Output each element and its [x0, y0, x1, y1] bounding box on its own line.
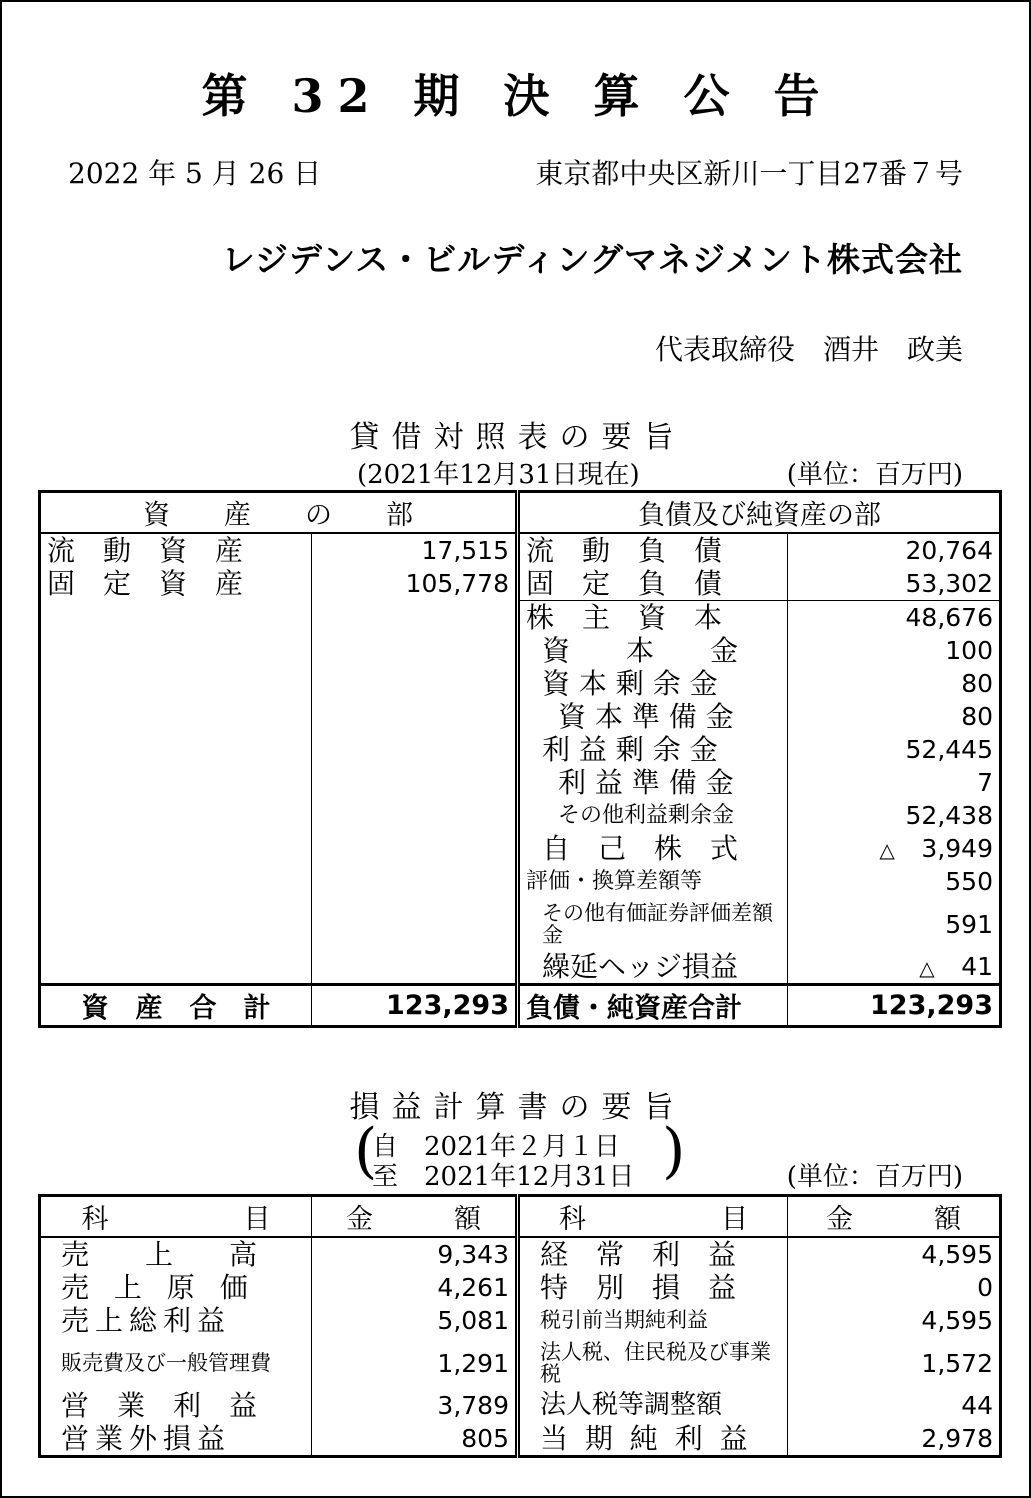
negative-mark: △	[879, 838, 895, 862]
equity-label: 自 己 株 式	[518, 832, 788, 865]
income-statement-table	[38, 1194, 1002, 1458]
income-value: 1,572	[921, 1348, 993, 1378]
income-statement-title: 損益計算書の要旨	[349, 1090, 686, 1125]
company-name: レジデンス・ビルディングマネジメント株式会社	[221, 240, 963, 279]
equity-label: その他利益剰余金	[518, 799, 788, 832]
table-row	[40, 1237, 1001, 1271]
income-label: 経 常 利 益	[518, 1237, 788, 1271]
equity-label: 利 益 準 備 金	[518, 766, 788, 799]
balance-sheet-table	[38, 490, 1002, 1028]
income-label: 売 上 原 価	[40, 1271, 312, 1304]
negative-mark: △	[919, 956, 935, 980]
equity-label: 資 本 準 備 金	[518, 700, 788, 733]
equity-amount: 41	[961, 952, 993, 981]
asset-label: 固 定 資 産	[40, 567, 312, 601]
equity-value: 52,438	[905, 801, 993, 830]
assets-total-value: 123,293	[312, 985, 518, 1027]
income-label: 売上総利益	[40, 1304, 312, 1337]
assets-total-label: 資 産 合 計	[40, 985, 312, 1027]
equity-label: その他有価証券評価差額金	[518, 898, 788, 950]
income-value: 5,081	[312, 1304, 518, 1337]
equity-label: 評価・換算差額等	[518, 865, 788, 898]
representative: 代表取締役 酒井 政美	[654, 333, 963, 366]
left-amount-header: 金 額	[312, 1196, 518, 1238]
equity-value: 80	[961, 669, 993, 698]
balance-sheet-title: 貸借対照表の要旨	[349, 420, 686, 455]
balance-sheet-header-row	[40, 492, 1001, 534]
equity-value: 80	[961, 702, 993, 731]
income-label: 売 上 高	[40, 1237, 312, 1271]
income-value: 0	[977, 1273, 993, 1302]
table-row	[40, 1337, 1001, 1389]
period-close-bracket: )	[662, 1116, 686, 1186]
liability-value: 20,764	[905, 536, 993, 565]
table-row	[40, 567, 1001, 601]
asset-label: 流 動 資 産	[40, 533, 312, 567]
equity-value: 7	[977, 768, 993, 797]
equity-amount: 3,949	[921, 834, 993, 863]
income-statement-unit: (単位：百万円)	[786, 1162, 963, 1192]
liabilities-total-value: 123,293	[788, 985, 1001, 1027]
income-label: 営業外損益	[40, 1422, 312, 1457]
income-label: 販売費及び一般管理費	[40, 1337, 312, 1389]
income-value: 2,978	[921, 1424, 993, 1453]
total-row	[40, 985, 1001, 1027]
equity-label: 利 益 剰 余 金	[518, 733, 788, 766]
equity-label: 繰延ヘッジ損益	[518, 950, 788, 985]
equity-value: 100	[945, 636, 993, 665]
income-value: 3,789	[312, 1389, 518, 1422]
income-value: 4,261	[312, 1271, 518, 1304]
assets-empty-area	[40, 601, 312, 985]
equity-value: 591	[945, 909, 993, 939]
equity-label: 資 本 剰 余 金	[518, 667, 788, 700]
table-row	[40, 1304, 1001, 1337]
equity-value	[788, 832, 1001, 865]
income-label: 営 業 利 益	[40, 1389, 312, 1422]
income-header-row	[40, 1196, 1001, 1238]
page-title: 第 32 期 決 算 公 告	[201, 69, 834, 123]
equity-value	[788, 950, 1001, 985]
income-label: 税引前当期純利益	[518, 1304, 788, 1337]
income-value: 1,291	[312, 1337, 518, 1389]
period-open-bracket: (	[354, 1116, 378, 1186]
income-value: 4,595	[921, 1306, 993, 1335]
company-address: 東京都中央区新川一丁目27番７号	[535, 157, 963, 190]
balance-sheet-unit: (単位：百万円)	[786, 460, 963, 490]
period-from: 自 2021年２月１日	[372, 1132, 621, 1162]
income-value: 9,343	[312, 1237, 518, 1271]
income-value: 805	[312, 1422, 518, 1457]
equity-value: 52,445	[905, 735, 993, 764]
right-item-header: 科 目	[518, 1196, 788, 1238]
liability-label: 流 動 負 債	[518, 533, 788, 567]
table-row	[40, 533, 1001, 567]
asset-value: 17,515	[312, 533, 518, 567]
balance-sheet-date: (2021年12月31日現在)	[357, 460, 640, 490]
equity-value: 550	[945, 867, 993, 896]
equity-value: 48,676	[788, 601, 1001, 635]
income-label: 当 期 純 利 益	[518, 1422, 788, 1457]
income-value: 44	[961, 1391, 993, 1420]
period-to: 至 2021年12月31日	[372, 1162, 635, 1192]
left-item-header: 科 目	[40, 1196, 312, 1238]
announcement-date: 2022 年 5 月 26 日	[68, 157, 322, 190]
liability-label: 固 定 負 債	[518, 567, 788, 601]
income-value: 4,595	[921, 1240, 993, 1269]
right-amount-header: 金 額	[788, 1196, 1001, 1238]
equity-label: 株 主 資 本	[518, 601, 788, 635]
income-label: 法人税、住民税及び事業税	[518, 1337, 788, 1389]
table-row	[40, 601, 1001, 635]
table-row	[40, 1422, 1001, 1457]
liabilities-total-label: 負債・純資産合計	[518, 985, 788, 1027]
liability-value: 53,302	[905, 569, 993, 598]
equity-label: 資 本 金	[518, 634, 788, 667]
liabilities-header: 負債及び純資産の部	[518, 492, 1001, 534]
income-label: 特 別 損 益	[518, 1271, 788, 1304]
table-row	[40, 1389, 1001, 1422]
income-label: 法人税等調整額	[518, 1389, 788, 1422]
assets-empty-values	[312, 601, 518, 985]
table-row	[40, 1271, 1001, 1304]
assets-header: 資 産 の 部	[40, 492, 518, 534]
asset-value: 105,778	[312, 567, 518, 601]
